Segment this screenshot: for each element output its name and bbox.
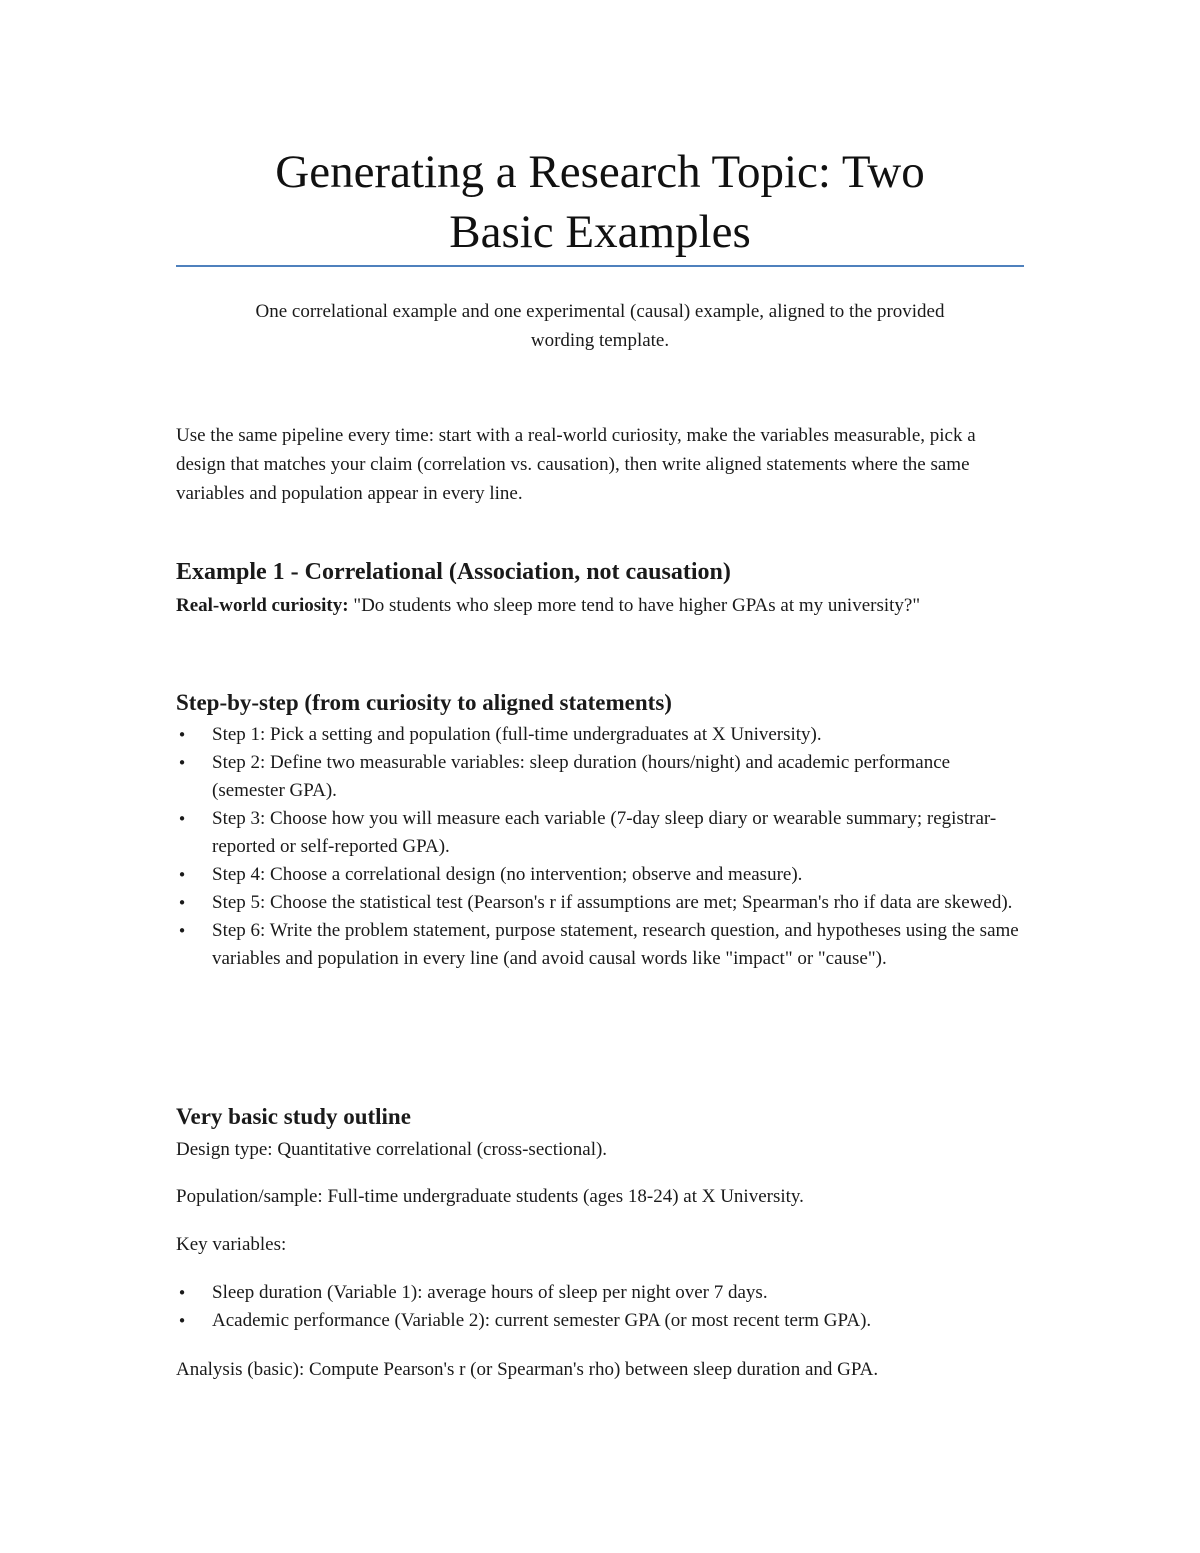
step-text: Step 2: Define two measurable variables: sleep duration (hours/night) and academic performance (semester GPA). <box>212 752 951 801</box>
title-line-1: Generating a Research Topic: Two <box>275 146 925 198</box>
list-item <box>176 805 1024 861</box>
population-sample: Population/sample: Full-time undergraduate students (ages 18-24) at X University. <box>176 1186 804 1207</box>
step-text: Step 3: Choose how you will measure each variable (7-day sleep diary or wearable summary; registrar-reported or self-reported GPA). <box>212 808 997 857</box>
bullet-icon: • <box>177 1284 187 1302</box>
step-text: Step 5: Choose the statistical test (Pearson's r if assumptions are met; Spearman's rho if data are skewed). <box>212 892 1013 913</box>
variable-text: Academic performance (Variable 2): current semester GPA (or most recent term GPA). <box>212 1310 872 1331</box>
steps-heading: Step-by-step (from curiosity to aligned statements) <box>176 690 672 715</box>
page-title <box>176 142 1024 262</box>
example1-heading: Example 1 - Correlational (Association, not causation) <box>176 559 731 585</box>
design-type: Design type: Quantitative correlational (cross-sectional). <box>176 1139 608 1160</box>
variables-list <box>176 1279 1024 1335</box>
step-text: Step 4: Choose a correlational design (no intervention; observe and measure). <box>212 864 803 885</box>
subtitle-line-2: wording template. <box>530 330 670 351</box>
analysis-paragraph: Analysis (basic): Compute Pearson's r (or Spearman's rho) between sleep duration and GPA. <box>176 1359 879 1380</box>
curiosity-text: "Do students who sleep more tend to have higher GPAs at my university?" <box>348 595 921 616</box>
list-item <box>176 749 1024 805</box>
outline-heading: Very basic study outline <box>176 1104 411 1129</box>
bullet-icon: • <box>177 1312 187 1330</box>
list-item <box>176 721 1024 749</box>
list-item <box>176 917 1024 973</box>
list-item <box>176 1279 1024 1307</box>
key-variables-label: Key variables: <box>176 1234 287 1255</box>
list-item <box>176 1307 1024 1335</box>
bullet-icon: • <box>177 894 187 912</box>
steps-list <box>176 721 1024 973</box>
bullet-icon: • <box>177 726 187 744</box>
step-text: Step 1: Pick a setting and population (full-time undergraduates at X University). <box>212 724 822 745</box>
bullet-icon: • <box>177 922 187 940</box>
title-line-2: Basic Examples <box>449 206 751 258</box>
bullet-icon: • <box>177 810 187 828</box>
step-text: Step 6: Write the problem statement, purpose statement, research question, and hypotheses using the same variables and population in every line (and avoid causal words like "impact" or "cause"). <box>212 920 1019 969</box>
curiosity-paragraph <box>176 591 1024 620</box>
title-divider <box>176 265 1024 267</box>
bullet-icon: • <box>177 866 187 884</box>
subtitle <box>176 297 1024 355</box>
variable-text: Sleep duration (Variable 1): average hours of sleep per night over 7 days. <box>212 1282 768 1303</box>
bullet-icon: • <box>177 754 187 772</box>
subtitle-line-1: One correlational example and one experimental (causal) example, aligned to the provided <box>255 301 945 322</box>
list-item <box>176 861 1024 889</box>
curiosity-label: Real-world curiosity: <box>176 595 349 616</box>
list-item <box>176 889 1024 917</box>
intro-paragraph: Use the same pipeline every time: start with a real-world curiosity, make the variables measurable, pick a design that matches your claim (correlation vs. causation), then write aligned statements where the same variables and population appear in every line. <box>176 425 976 504</box>
